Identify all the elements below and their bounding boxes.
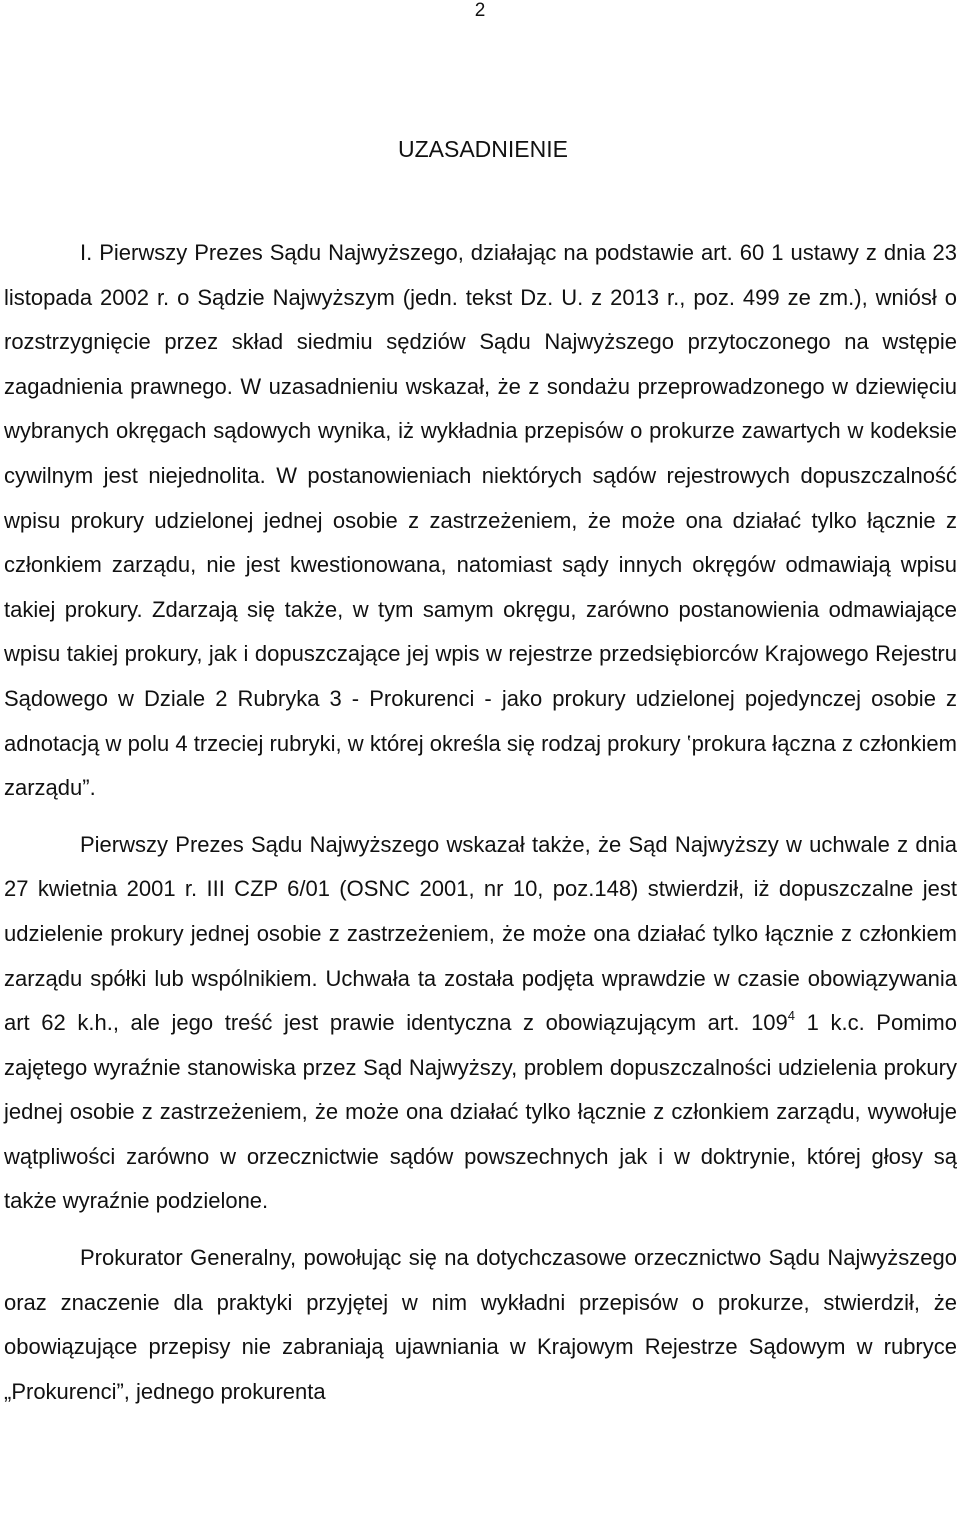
page-number: 2 — [474, 0, 486, 21]
paragraph-1 — [4, 231, 957, 811]
paragraph-1-text-rest: 1 ustawy z dnia 23 listopada 2002 r. o Sądzie Najwyższym (jedn. tekst Dz. U. z 2013 r., poz. 499 ze zm.), wniósł o rozstrzygnięcie przez skład siedmiu sędziów Sądu Najwyższego przytoczonego na wstępie zagadnienia prawnego. W uzasadnieniu wskazał, że z sondażu przeprowadzonego w dziewięciu wybranych okręgach sądowych wynika, iż wykładnia przepisów o prokurze zawartych w kodeksie cywilnym jest niejednolita. W postanowieniach niektórych sądów rejestrowych dopuszczalność wpisu prokury udzielonej jednej osobie z zastrzeżeniem, że może ona działać tylko łącznie z członkiem zarządu, nie jest kwestionowana, natomiast sądy innych okręgów odmawiają wpisu takiej prokury. Zdarzają się także, w tym samym okręgu, zarówno postanowienia odmawiające wpisu takiej prokury, jak i dopuszczające jej wpis w rejestrze przedsiębiorców Krajowego Rejestru Sądowego w Dziale 2 Rubryka 3 - Prokurenci - jako prokury udzielonej pojedynczej osobie z adnotacją w polu 4 trzeciej rubryki, w której określa się rodzaj prokury ‛prokura łączna z członkiem zarządu”. — [4, 240, 957, 801]
paragraph-1-text-start: I. Pierwszy Prezes Sądu Najwyższego, działając na podstawie art. 60 — [80, 240, 772, 265]
paragraph-2 — [4, 823, 957, 1224]
article-superscript: 4 — [787, 1007, 796, 1023]
paragraph-2-text-start: Pierwszy Prezes Sądu Najwyższego wskazał także, że Sąd Najwyższy w uchwale z dnia 27 kwietnia 2001 r. III CZP 6/01 (OSNC 2001, nr 10, poz.148) stwierdził, iż dopuszczalne jest udzielenie prokury jednej osobie z zastrzeżeniem, że może ona działać tylko łącznie z członkiem zarządu spółki lub wspólnikiem. Uchwała ta została podjęta wprawdzie w czasie obowiązywania art 62 k.h., ale jego treść jest prawie identyczna z obowiązującym art. 109 — [4, 831, 957, 1036]
document-body — [4, 231, 957, 1414]
paragraph-2-text-rest: 1 k.c. Pomimo zajętego wyraźnie stanowiska przez Sąd Najwyższy, problem dopuszczalności udzielenia prokury jednej osobie z zastrzeżeniem, że może ona działać tylko łącznie z członkiem zarządu, wywołuje wątpliwości zarówno w orzecznictwie sądów powszechnych jak i w doktrynie, której głosy są także wyraźnie podzielone. — [4, 1010, 957, 1214]
document-heading: UZASADNIENIE — [398, 136, 568, 162]
paragraph-3: Prokurator Generalny, powołując się na dotychczasowe orzecznictwo Sądu Najwyższego oraz znaczenie dla praktyki przyjętej w nim wykładni przepisów o prokurze, stwierdził, że obowiązujące przepisy nie zabraniają ujawniania w Krajowym Rejestrze Sądowym w rubryce „Prokurenci”, jednego prokurenta — [4, 1245, 957, 1404]
